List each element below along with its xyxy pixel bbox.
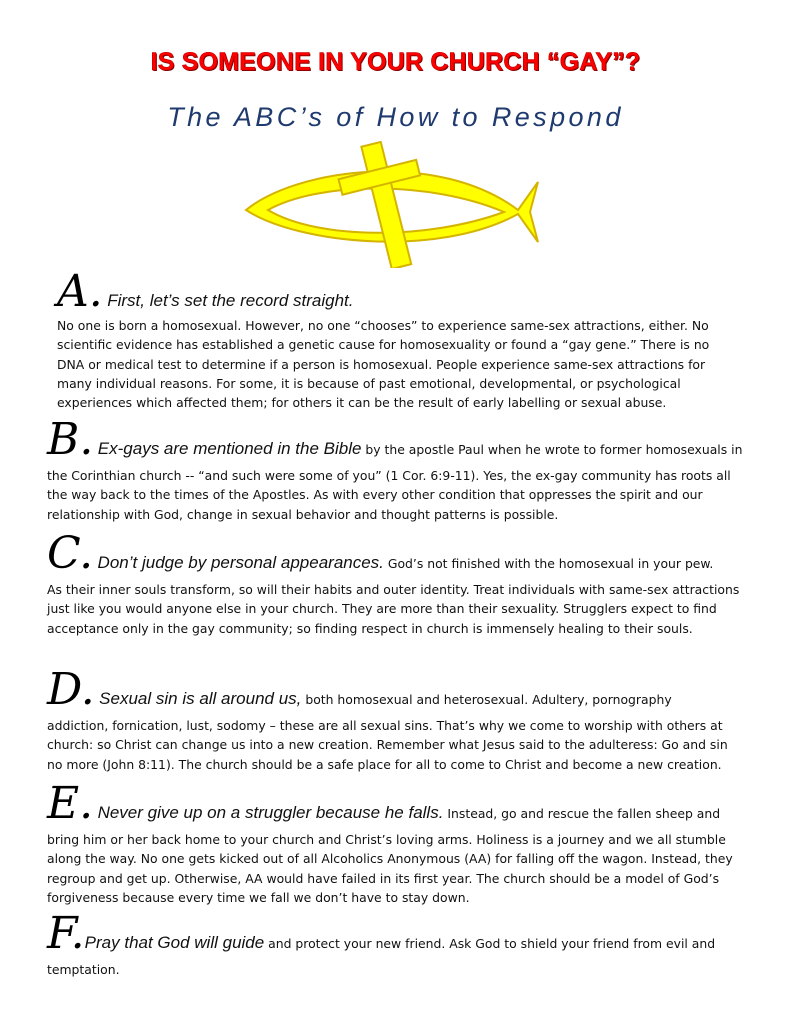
- section-body: temptation.: [47, 962, 120, 977]
- section-letter: F.: [47, 908, 85, 959]
- section-letter: A.: [57, 266, 103, 317]
- section-b: [47, 414, 747, 524]
- section-f: [47, 908, 747, 979]
- section-body: the Corinthian church -- “and such were some of you” (1 Cor. 6:9-11). Yes, the ex-gay community has roots all the way back to the times of the Apostles. As with every other condition that oppresses the spirit and our relationship with God, change in sexual behavior and thought patterns is possible.: [47, 468, 731, 522]
- section-lead-rest: by the apostle Paul when he wrote to former homosexuals in: [361, 442, 743, 457]
- section-lead: Pray that God will guide: [84, 933, 265, 952]
- cross-vertical: [361, 142, 411, 268]
- section-letter: D.: [47, 664, 95, 715]
- section-a: [57, 266, 737, 412]
- section-lead-rest: and protect your new friend. Ask God to shield your friend from evil and: [264, 936, 716, 951]
- section-heading: [47, 778, 747, 829]
- section-lead-rest: Instead, go and rescue the fallen sheep and: [443, 806, 721, 821]
- section-letter: C.: [47, 528, 94, 579]
- page-subtitle: The ABC’s of How to Respond: [167, 102, 624, 132]
- ichthys-cross-icon: [238, 140, 544, 268]
- section-heading: [47, 908, 747, 959]
- section-body: As their inner souls transform, so will their habits and outer identity. Treat individuals with same-sex attractions just like you would anyone else in your church. They are more than their sexuality. Strugglers expect to find acceptance only in the gay community; so finding respect in church is immensely healing to their souls.: [47, 582, 740, 636]
- section-heading: [47, 664, 747, 715]
- section-body: addiction, fornication, lust, sodomy – these are all sexual sins. That’s why we come to worship with others at church: so Christ can change us into a new creation. Remember what Jesus said to the adulteress: Go and sin no more (John 8:11). The church should be a safe place for all to come to Christ and become a new creation.: [47, 718, 728, 772]
- section-d: [47, 664, 747, 774]
- section-lead: First, let’s set the record straight.: [107, 291, 354, 310]
- section-heading: [47, 528, 747, 579]
- section-e: [47, 778, 747, 907]
- page-title: IS SOMEONE IN YOUR CHURCH “GAY”?: [150, 48, 641, 76]
- section-heading: [57, 266, 737, 317]
- section-letter: E.: [47, 778, 94, 829]
- section-body: No one is born a homosexual. However, no one “chooses” to experience same-sex attractions, either. No scientific evidence has established a genetic cause for homosexuality or found a “gay gene.” There is no DNA or medical test to determine if a person is homosexual. People experience same-sex attractions for many individual reasons. For some, it is because of past emotional, developmental, or psychological experiences which affected them; for others it can be the result of early labelling or sexual abuse.: [57, 318, 710, 411]
- section-lead-rest: both homosexual and heterosexual. Adultery, pornography: [301, 692, 672, 707]
- section-heading: [47, 414, 747, 465]
- section-lead: Sexual sin is all around us,: [99, 689, 302, 708]
- section-lead: Ex-gays are mentioned in the Bible: [97, 439, 362, 458]
- section-body: bring him or her back home to your church and Christ’s loving arms. Holiness is a journey and we all stumble along the way. No one gets kicked out of all Alcoholics Anonymous (AA) for falling off the wagon. Instead, they regroup and get up. Otherwise, AA would have failed in its first year. The church should be a model of God’s forgiveness because every time we fall we don’t have to stay down.: [47, 832, 733, 905]
- section-lead-rest: God’s not finished with the homosexual in your pew.: [383, 556, 714, 571]
- section-lead: Never give up on a struggler because he falls.: [97, 803, 444, 822]
- section-c: [47, 528, 747, 638]
- section-letter: B.: [47, 414, 94, 465]
- section-lead: Don’t judge by personal appearances.: [97, 553, 384, 572]
